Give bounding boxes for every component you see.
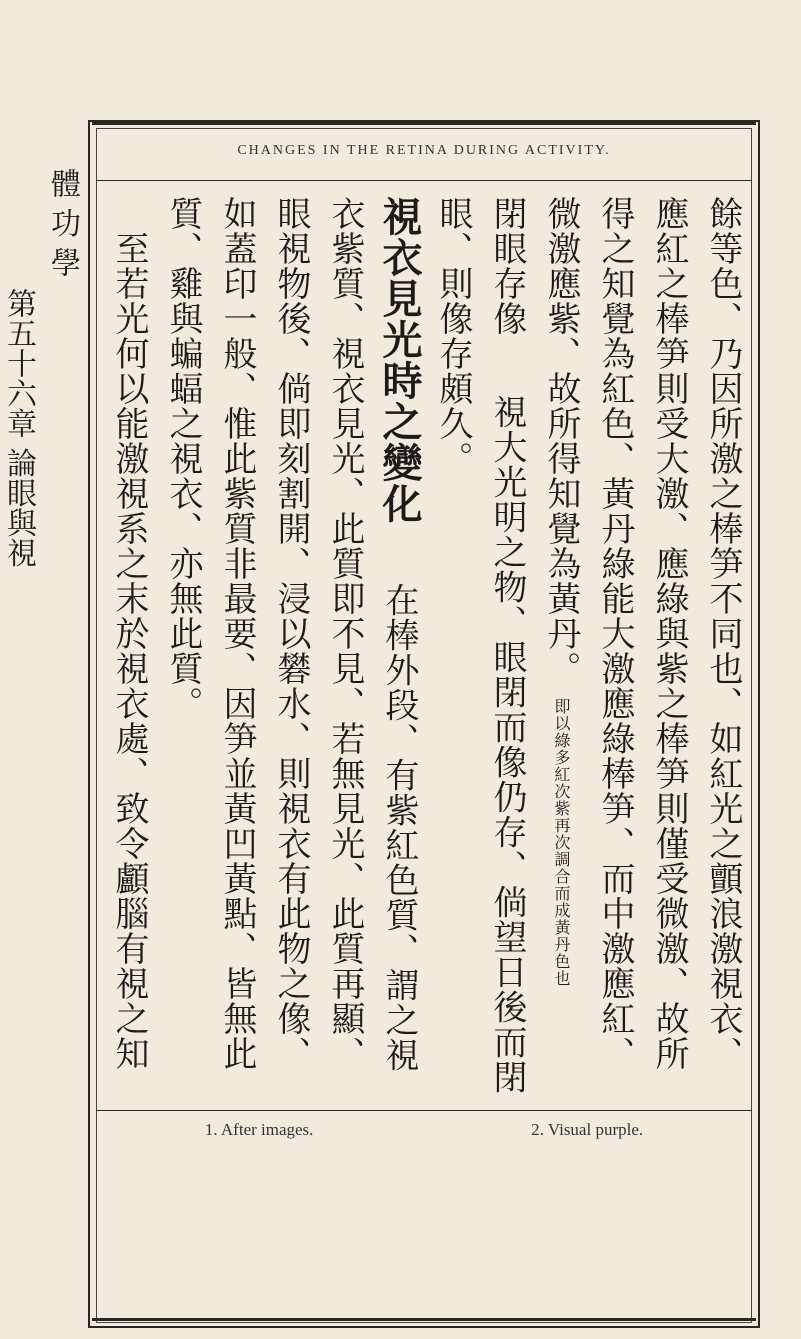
- footer-divider: [96, 1110, 752, 1111]
- paragraph: 視衣見光時之變化 在棒外段、有紫紅色質、謂之視衣紫質、視衣見光、此質即不見、若無見光、此質再顯、眼視物後、倘即刻割開、浸以礬水、則視衣有此物之像、如蓋印一般、惟此紫質非最要、因笋並黃凹黃點、皆無此質、雞與蝙蝠之視衣、亦無此質。: [163, 196, 423, 1073]
- book-title: 體 功 學: [45, 168, 80, 278]
- section-heading: 視衣見光時之變化: [376, 196, 423, 524]
- side-margin-title: [1, 168, 84, 1328]
- paragraph: 閉眼存像 視大光明之物、眼閉而像仍存、倘望日後而閉眼、則像存頗久。: [433, 196, 527, 1095]
- inline-note: 即以綠多紅次紫再次調合而成黃丹色也: [552, 697, 571, 987]
- paragraph: 至若光何以能激視系之末於視衣處、致令顱腦有視之知: [109, 231, 149, 1071]
- running-head: CHANGES IN THE RETINA DURING ACTIVITY.: [237, 143, 611, 158]
- footnote: 1. After images.: [204, 1120, 314, 1139]
- chapter-title: 第五十六章 論眼與視: [1, 288, 36, 568]
- footnotes: [96, 1120, 752, 1140]
- paragraph: 餘等色、乃因所激之棒笋不同也、如紅光之顫浪激視衣、應紅之棒笋則受大激、應綠與紫之棒笋則僅受微激、故所得之知覺為紅色、黃丹綠能大激應綠棒笋、而中激應紅、微激應紫、故所得知覺為黃丹。 即以綠多紅次紫再次調合而成黃丹色也: [541, 196, 743, 1071]
- bottom-rule: [92, 1318, 756, 1321]
- body-text: [104, 196, 750, 1100]
- run-in-heading: 閉眼存像: [487, 196, 527, 336]
- header-divider: [96, 180, 752, 181]
- footnote: 2. Visual purple.: [531, 1120, 644, 1139]
